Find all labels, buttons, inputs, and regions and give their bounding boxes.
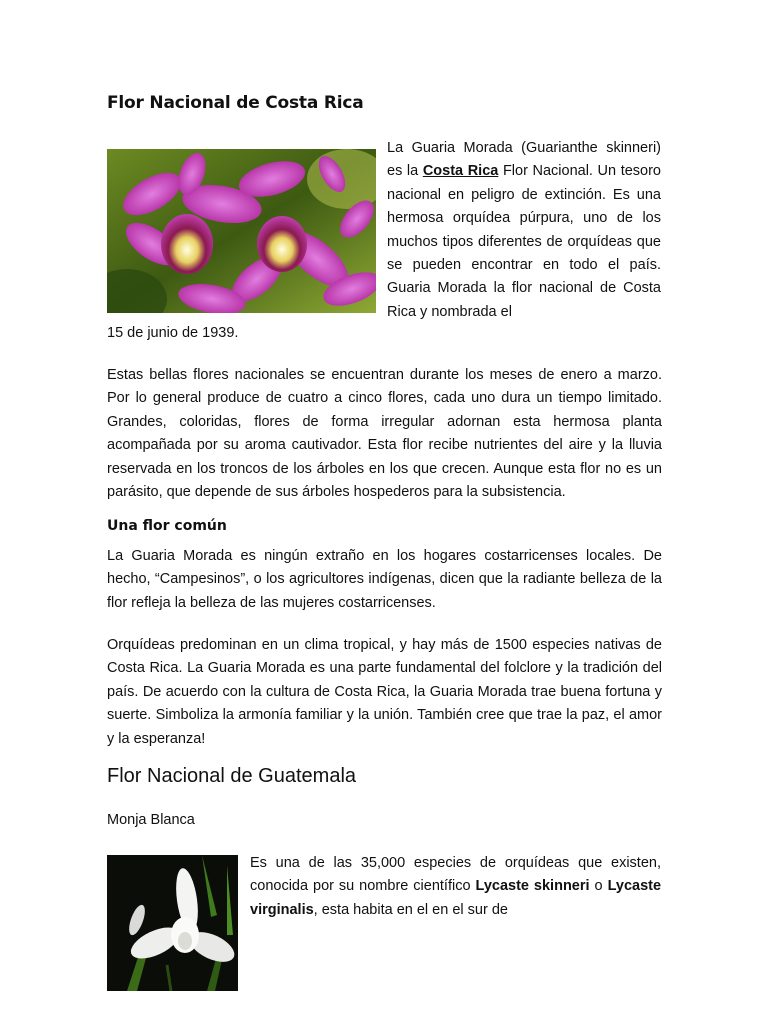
paragraph-common-flower: La Guaria Morada es ningún extraño en los hogares costarricenses locales. De hecho, “Campesinos”, o los agricultores indígenas, dicen que la radiante belleza de la flor refleja la belleza de las mujeres costarricenses. <box>107 548 662 611</box>
purple-orchid-image <box>107 149 376 313</box>
scientific-name-1: Lycaste skinneri <box>475 878 590 895</box>
guatemala-text-start: Es una de las 35,000 especies de orquídeas que existen, conocida por su nombre científico <box>250 855 661 895</box>
scientific-name-2: Lycaste virginalis <box>250 878 662 918</box>
subheading-common-flower: Una flor común <box>107 518 227 534</box>
purple-orchid-photo <box>107 149 376 313</box>
paragraph-season: Estas bellas flores nacionales se encuentran durante los meses de enero a marzo. Por lo general produce de cuatro a cinco flores, cada uno dura un tiempo limitado. Grandes, coloridas, flores de forma irregular adornan esta hermosa planta acompañada por su aroma cautivador. Esta flor recibe nutrientes del aire y la lluvia reservada en los troncos de los árboles en los que crecen. Aunque esta flor no es un parásito, que depende de sus árboles hospederos para la subsistencia. <box>107 367 662 501</box>
intro-text-start: La Guaria Morada (Guarianthe skinneri) es la <box>387 140 661 180</box>
intro-text-rest: Flor Nacional. Un tesoro nacional en peligro de extinción. Es una hermosa orquídea púrpura, uno de los muchos tipos diferentes de orquídeas que se pueden encontrar en todo el país. Guaria Morada la flor nacional de Costa Rica y nombrada el <box>387 163 661 320</box>
section-title-costa-rica: Flor Nacional de Costa Rica <box>107 93 364 113</box>
paragraph-climate: Orquídeas predominan en un clima tropical, y hay más de 1500 especies nativas de Costa Rica. La Guaria Morada es una parte fundamental del folclore y la tradición del país. De acuerdo con la cultura de Costa Rica, la Guaria Morada trae buena fortuna y suerte. Simboliza la armonía familiar y la unión. También cree que trae la paz, el amor y la esperanza! <box>107 637 662 747</box>
white-orchid-image <box>107 855 238 991</box>
intro-paragraph-tail: 15 de junio de 1939. <box>107 325 239 341</box>
flower-name-monja-blanca: Monja Blanca <box>107 812 195 828</box>
guatemala-text-end: , esta habita en el en el sur de <box>313 901 508 918</box>
section-title-guatemala: Flor Nacional de Guatemala <box>107 765 357 787</box>
connector-text: o <box>594 878 603 895</box>
costa-rica-link[interactable]: Costa Rica <box>422 163 499 180</box>
intro-paragraph <box>387 137 661 324</box>
guatemala-paragraph <box>250 852 661 922</box>
white-orchid-photo <box>107 855 238 991</box>
